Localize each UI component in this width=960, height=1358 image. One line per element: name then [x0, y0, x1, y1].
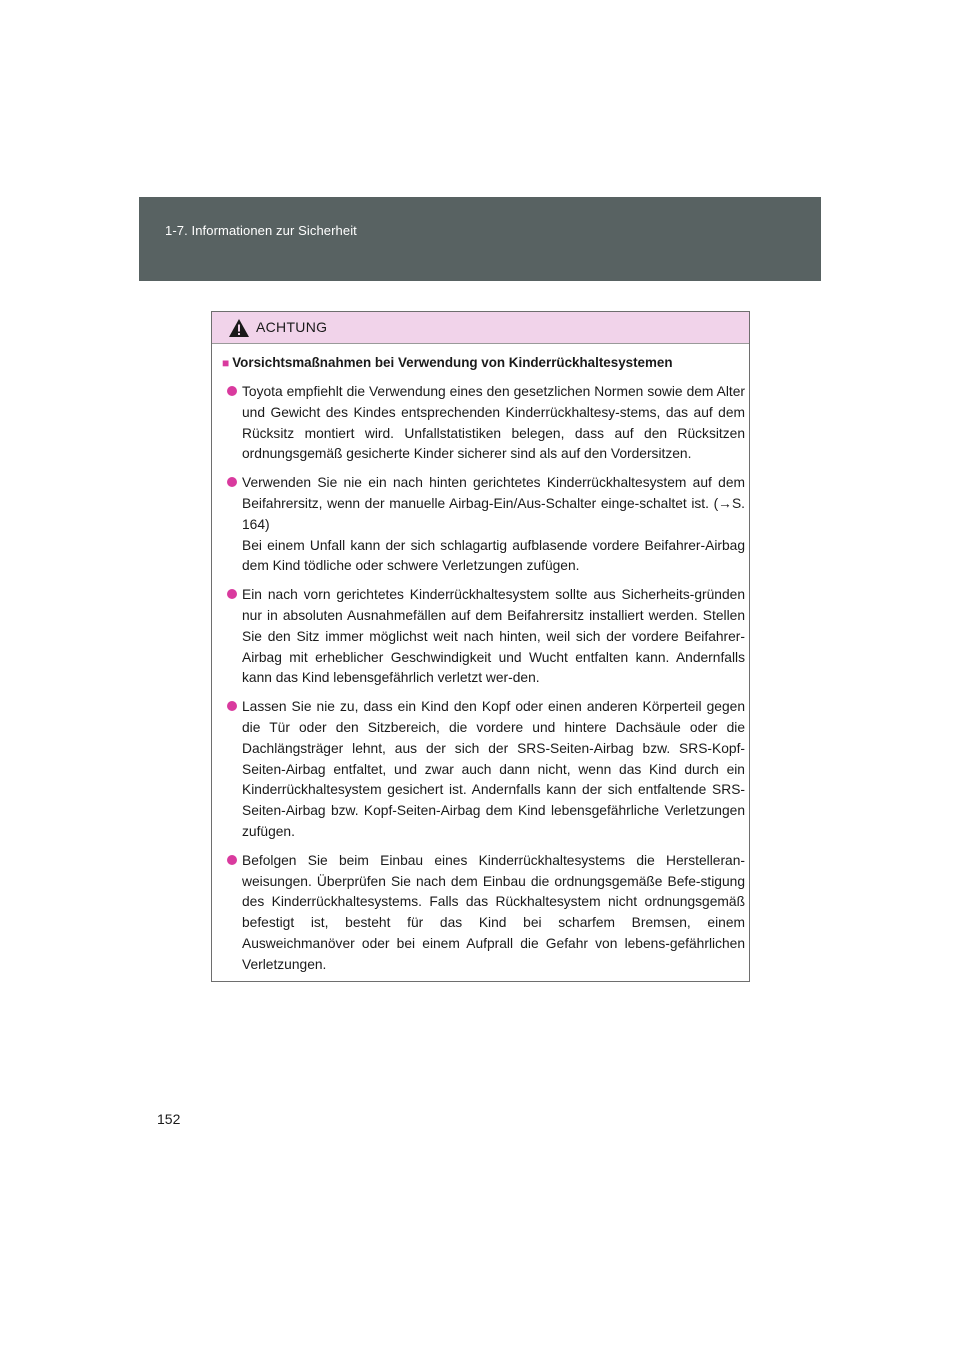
bullet-dot-icon — [227, 477, 237, 487]
list-item — [223, 851, 745, 976]
bullet-list — [223, 382, 745, 984]
square-bullet-icon: ■ — [222, 356, 230, 370]
section-title: 1-7. Informationen zur Sicherheit — [165, 223, 357, 238]
section-header-band — [139, 197, 821, 281]
list-item — [223, 473, 745, 577]
list-item-text: Lassen Sie nie zu, dass ein Kind den Kopf oder einen anderen Körperteil gegen die Tür oder den Sitzbereich, die vordere und hintere Dachsäule oder die Dachlängsträger lehnt, aus der sich der SRS-Seiten-Airbag bzw. SRS-Kopf-Seiten-Airbag entfaltet, und zwar auch dann nicht, wenn das Kind durch ein Kinderrückhaltesystem gesichert ist. Andernfalls kann der sich entfaltende SRS-Seiten-Airbag bzw. Kopf-Seiten-Airbag dem Kind lebensgefährliche Verletzungen zufügen. — [242, 699, 745, 839]
list-item-text-continued: Bei einem Unfall kann der sich schlagartig aufblasende vordere Beifahrer-Airbag dem Kind tödliche oder schwere Verletzungen zufügen. — [242, 537, 745, 574]
list-item-text: Befolgen Sie beim Einbau eines Kinderrückhaltesystems die Herstelleran-weisungen. Überprüfen Sie nach dem Einbau die ordnungsgemäße Befe-stigung des Kinderrückhaltesystems. Falls das Rückhaltesystem nicht ordnungsgemäß befestigt ist, besteht für das Kind bei scharfem Bremsen, einem Ausweichmanöver oder bei einem Aufprall die Gefahr von lebens-gefährlichen Verletzungen. — [242, 852, 745, 972]
bullet-dot-icon — [227, 855, 237, 865]
bullet-dot-icon — [227, 386, 237, 396]
list-item-text: Toyota empfiehlt die Verwendung eines den gesetzlichen Normen sowie dem Alter und Gewicht des Kindes entsprechenden Kinderrückhaltesy-stems, das auf dem Rücksitz montiert wird. Unfallstatistiken belegen, dass auf den Rücksitzen ordnungsgemäß gesicherte Kinder sicherer sind als auf den Vordersitzen. — [242, 384, 745, 462]
warning-header — [212, 312, 749, 344]
bullet-dot-icon — [227, 701, 237, 711]
bullet-dot-icon — [227, 589, 237, 599]
section-heading — [222, 355, 673, 370]
list-item-text: Ein nach vorn gerichtetes Kinderrückhaltesystem sollte aus Sicherheits-gründen nur in absoluten Ausnahmefällen auf dem Beifahrersitz installiert werden. Stellen Sie den Sitz immer möglichst weit nach hinten, weil sich der vordere Beifahrer-Airbag mit erheblicher Geschwindigkeit und Wucht entfalten kann. Andernfalls kann das Kind lebensgefährlich verletzt wer-den. — [242, 587, 745, 686]
list-item — [223, 697, 745, 843]
list-item — [223, 585, 745, 689]
section-heading-text: Vorsichtsmaßnahmen bei Verwendung von Kinderrückhaltesystemen — [232, 355, 673, 370]
warning-triangle-icon — [228, 318, 250, 338]
warning-box — [211, 311, 750, 982]
page-number: 152 — [157, 1111, 181, 1127]
warning-title: ACHTUNG — [256, 319, 328, 335]
list-item — [223, 382, 745, 465]
list-item-text: Verwenden Sie nie ein nach hinten gerichtetes Kinderrückhaltesystem auf dem Beifahrersitz, wenn der manuelle Airbag-Ein/Aus-Schalter einge-schaltet ist. (→S. 164) — [242, 475, 745, 532]
